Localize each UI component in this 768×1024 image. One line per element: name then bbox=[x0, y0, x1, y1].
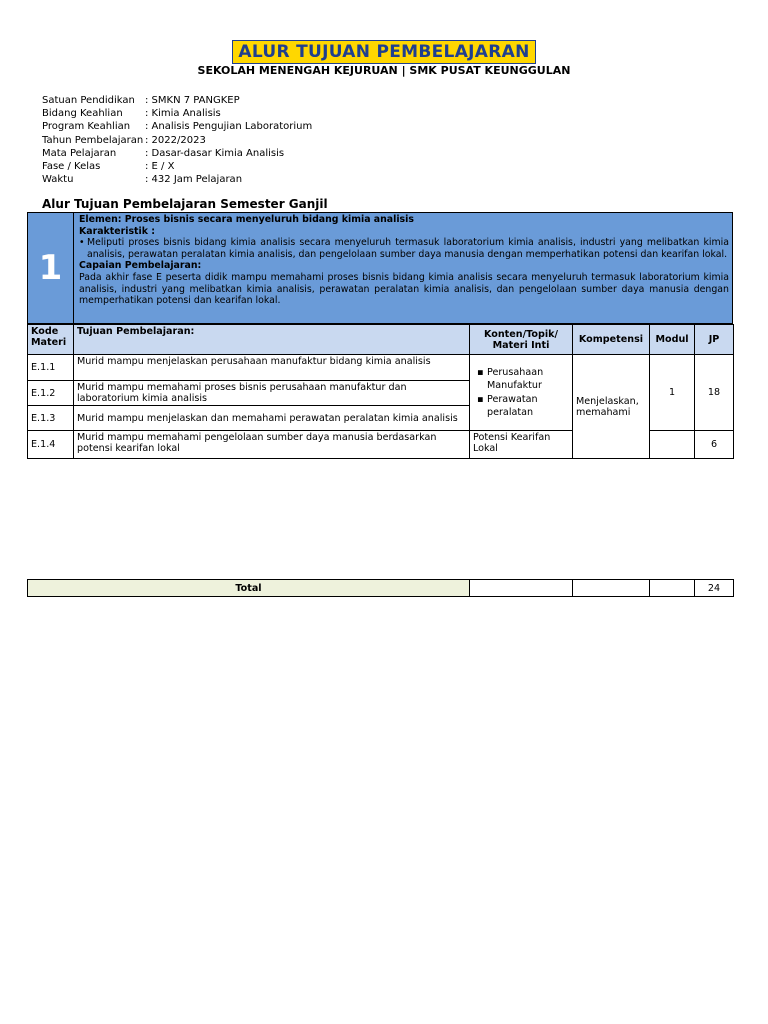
konten-item: Perusahaan Manufaktur bbox=[487, 366, 544, 391]
total-kompetensi bbox=[573, 580, 650, 597]
jp-cell: 6 bbox=[695, 431, 734, 459]
tujuan-cell: Murid mampu memahami proses bisnis perusahaan manufaktur dan laboratorium kimia analisis bbox=[74, 381, 470, 406]
tujuan-table bbox=[27, 324, 734, 459]
kode-cell: E.1.3 bbox=[28, 406, 74, 431]
info-row bbox=[42, 160, 312, 173]
karakteristik-text: Meliputi proses bisnis bidang kimia analisis secara menyeluruh termasuk laboratorium kimia analisis, industri yang melibatkan kimia analisis, perawatan peralatan kimia analisis, dan pengelolaan sumber daya manusia dengan memperhatikan potensi dan kearifan lokal. bbox=[87, 237, 729, 260]
section-title: Alur Tujuan Pembelajaran Semester Ganjil bbox=[42, 197, 328, 211]
element-number: 1 bbox=[28, 213, 74, 323]
info-label: Tahun Pembelajaran bbox=[42, 134, 144, 146]
info-row bbox=[42, 147, 312, 160]
header-tujuan: Tujuan Pembelajaran: bbox=[74, 325, 470, 355]
tujuan-cell: Murid mampu memahami pengelolaan sumber daya manusia berdasarkan potensi kearifan lokal bbox=[74, 431, 470, 459]
karakteristik-label: Karakteristik : bbox=[79, 225, 155, 237]
info-value: : Analisis Pengujian Laboratorium bbox=[145, 121, 313, 133]
konten-item: Perawatan peralatan bbox=[487, 393, 538, 418]
bullet-icon: • bbox=[79, 237, 85, 249]
total-modul bbox=[650, 580, 695, 597]
info-row bbox=[42, 94, 312, 107]
info-row bbox=[42, 107, 312, 120]
page-subtitle: SEKOLAH MENENGAH KEJURUAN | SMK PUSAT KEUNGGULAN bbox=[197, 64, 571, 77]
kode-cell: E.1.1 bbox=[28, 355, 74, 381]
bullet-icon: ▪ bbox=[477, 393, 484, 405]
capaian-text: Pada akhir fase E peserta didik mampu memahami proses bisnis bidang kimia analisis secara menyeluruh termasuk laboratorium kimia analisis, industri yang melibatkan kimia analisis, perawatan peralatan kimia analisis, dan pengelolaan sumber daya manusia dengan memperhatikan potensi dan kearifan lokal. bbox=[79, 271, 729, 307]
info-label: Fase / Kelas bbox=[42, 161, 101, 173]
info-value: : SMKN 7 PANGKEP bbox=[145, 95, 240, 106]
tujuan-cell: Murid mampu menjelaskan dan memahami perawatan peralatan kimia analisis bbox=[74, 406, 470, 431]
list-item bbox=[477, 393, 569, 420]
bullet-icon: ▪ bbox=[477, 366, 484, 378]
table-header-row bbox=[28, 325, 734, 355]
header-jp: JP bbox=[695, 325, 734, 355]
header-kode: Kode Materi bbox=[28, 325, 74, 355]
info-value: : E / X bbox=[145, 161, 175, 173]
table-row bbox=[28, 355, 734, 381]
total-konten bbox=[470, 580, 573, 597]
info-row bbox=[42, 120, 312, 133]
info-value: : Kimia Analisis bbox=[145, 108, 221, 120]
info-value: : Dasar-dasar Kimia Analisis bbox=[145, 147, 285, 159]
modul-cell bbox=[650, 431, 695, 459]
total-jp: 24 bbox=[695, 580, 734, 597]
total-label: Total bbox=[28, 580, 470, 597]
info-label: Bidang Keahlian bbox=[42, 108, 123, 120]
title-wrap bbox=[0, 40, 768, 64]
info-label: Program Keahlian bbox=[42, 121, 131, 133]
konten-list bbox=[473, 366, 569, 420]
info-label: Mata Pelajaran bbox=[42, 147, 117, 159]
capaian-label: Capaian Pembelajaran: bbox=[79, 260, 202, 272]
total-table bbox=[27, 579, 734, 597]
total-row bbox=[28, 580, 734, 597]
konten-cell bbox=[470, 355, 573, 431]
header-kompetensi: Kompetensi bbox=[573, 325, 650, 355]
konten-cell: Potensi Kearifan Lokal bbox=[470, 431, 573, 459]
info-label: Satuan Pendidikan bbox=[42, 95, 135, 106]
jp-cell: 18 bbox=[695, 355, 734, 431]
kode-cell: E.1.4 bbox=[28, 431, 74, 459]
list-item bbox=[477, 366, 569, 393]
element-block bbox=[27, 212, 733, 324]
info-value: : 432 Jam Pelajaran bbox=[145, 174, 243, 186]
info-block bbox=[42, 94, 312, 186]
tujuan-cell: Murid mampu menjelaskan perusahaan manufaktur bidang kimia analisis bbox=[74, 355, 470, 381]
karakteristik-item bbox=[79, 237, 729, 260]
info-label: Waktu bbox=[42, 174, 74, 186]
header-konten: Konten/Topik/ Materi Inti bbox=[470, 325, 573, 355]
elemen-heading: Elemen: Proses bisnis secara menyeluruh bidang kimia analisis bbox=[79, 214, 414, 225]
page-title: ALUR TUJUAN PEMBELAJARAN bbox=[232, 40, 535, 64]
modul-cell: 1 bbox=[650, 355, 695, 431]
info-row bbox=[42, 173, 312, 186]
kompetensi-cell: Menjelaskan, memahami bbox=[573, 355, 650, 459]
kode-cell: E.1.2 bbox=[28, 381, 74, 406]
element-content bbox=[79, 214, 729, 307]
info-row bbox=[42, 134, 312, 147]
info-value: : 2022/2023 bbox=[145, 134, 206, 146]
header-modul: Modul bbox=[650, 325, 695, 355]
